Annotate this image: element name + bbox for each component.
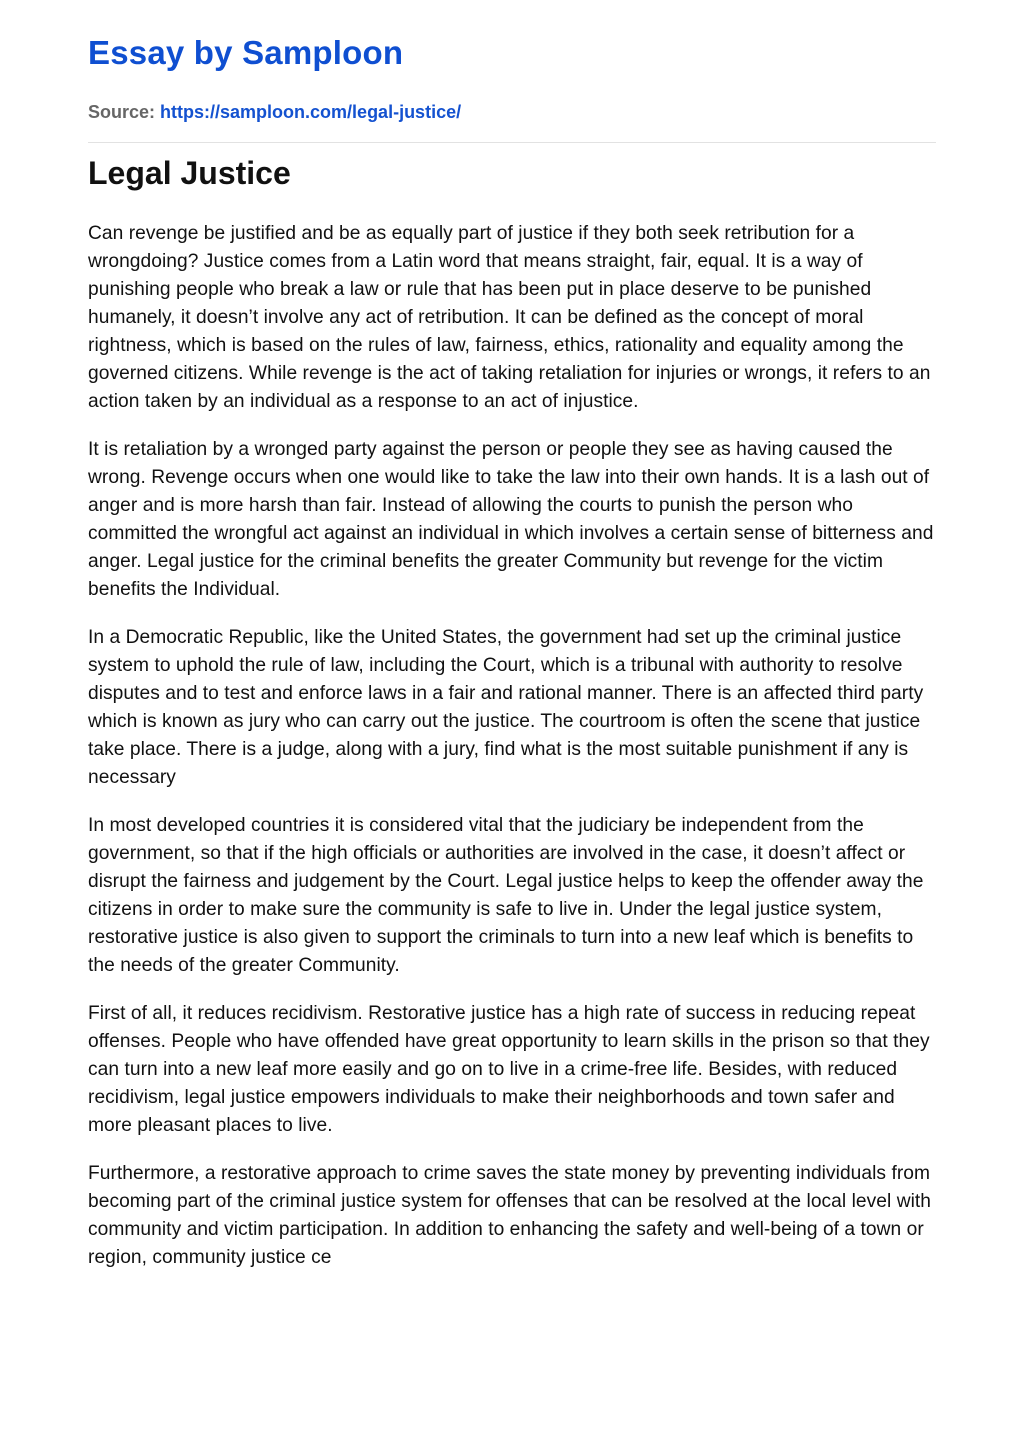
source-link[interactable]: https://samploon.com/legal-justice/: [160, 102, 462, 122]
paragraph: In most developed countries it is considered vital that the judiciary be independent from the government, so that if the high officials or authorities are involved in the case, it doesn’t affect or disrupt the fairness and judgement by the Court. Legal justice helps to keep the offender away the citizens in order to make sure the community is safe to live in. Under the legal justice system, restorative justice is also given to support the criminals to turn into a new leaf which is benefits to the needs of the greater Community.: [88, 815, 924, 976]
paragraph: In a Democratic Republic, like the United States, the government had set up the criminal justice system to uphold the rule of law, including the Court, which is a tribunal with authority to resolve disputes and to test and enforce laws in a fair and rational manner. There is an affected third party which is known as jury who can carry out the justice. The courtroom is often the scene that justice take place. There is a judge, along with a jury, find what is the most suitable punishment if any is necessary: [88, 627, 924, 788]
source-line: [88, 102, 461, 123]
site-brand: Essay by Samploon: [88, 34, 404, 71]
page-title: Legal Justice: [88, 155, 291, 191]
paragraph: First of all, it reduces recidivism. Restorative justice has a high rate of success in reducing repeat offenses. People who have offended have great opportunity to learn skills in the prison so that they can turn into a new leaf more easily and go on to live in a crime-free life. Besides, with reduced recidivism, legal justice empowers individuals to make their neighborhoods and town safer and more pleasant places to live.: [88, 1003, 930, 1136]
paragraph: Can revenge be justified and be as equally part of justice if they both seek retribution for a wrongdoing? Justice comes from a Latin word that means straight, fair, equal. It is a way of punishing people who break a law or rule that has been put in place deserve to be punished humanely, it doesn’t involve any act of retribution. It can be defined as the concept of moral rightness, which is based on the rules of law, fairness, ethics, rationality and equality among the governed citizens. While revenge is the act of taking retaliation for injuries or wrongs, it refers to an action taken by an individual as a response to an act of injustice.: [88, 223, 931, 412]
paragraph: It is retaliation by a wronged party against the person or people they see as having caused the wrong. Revenge occurs when one would like to take the law into their own hands. It is a lash out of anger and is more harsh than fair. Instead of allowing the courts to punish the person who committed the wrongful act against an individual in which involves a certain sense of bitterness and anger. Legal justice for the criminal benefits the greater Community but revenge for the victim benefits the Individual.: [88, 439, 934, 600]
divider: [88, 142, 936, 143]
article-body: [88, 220, 936, 1292]
source-label: Source:: [88, 102, 156, 122]
paragraph: Furthermore, a restorative approach to crime saves the state money by preventing individuals from becoming part of the criminal justice system for offenses that can be resolved at the local level with community and victim participation. In addition to enhancing the safety and well-being of a town or region, community justice ce: [88, 1163, 932, 1268]
